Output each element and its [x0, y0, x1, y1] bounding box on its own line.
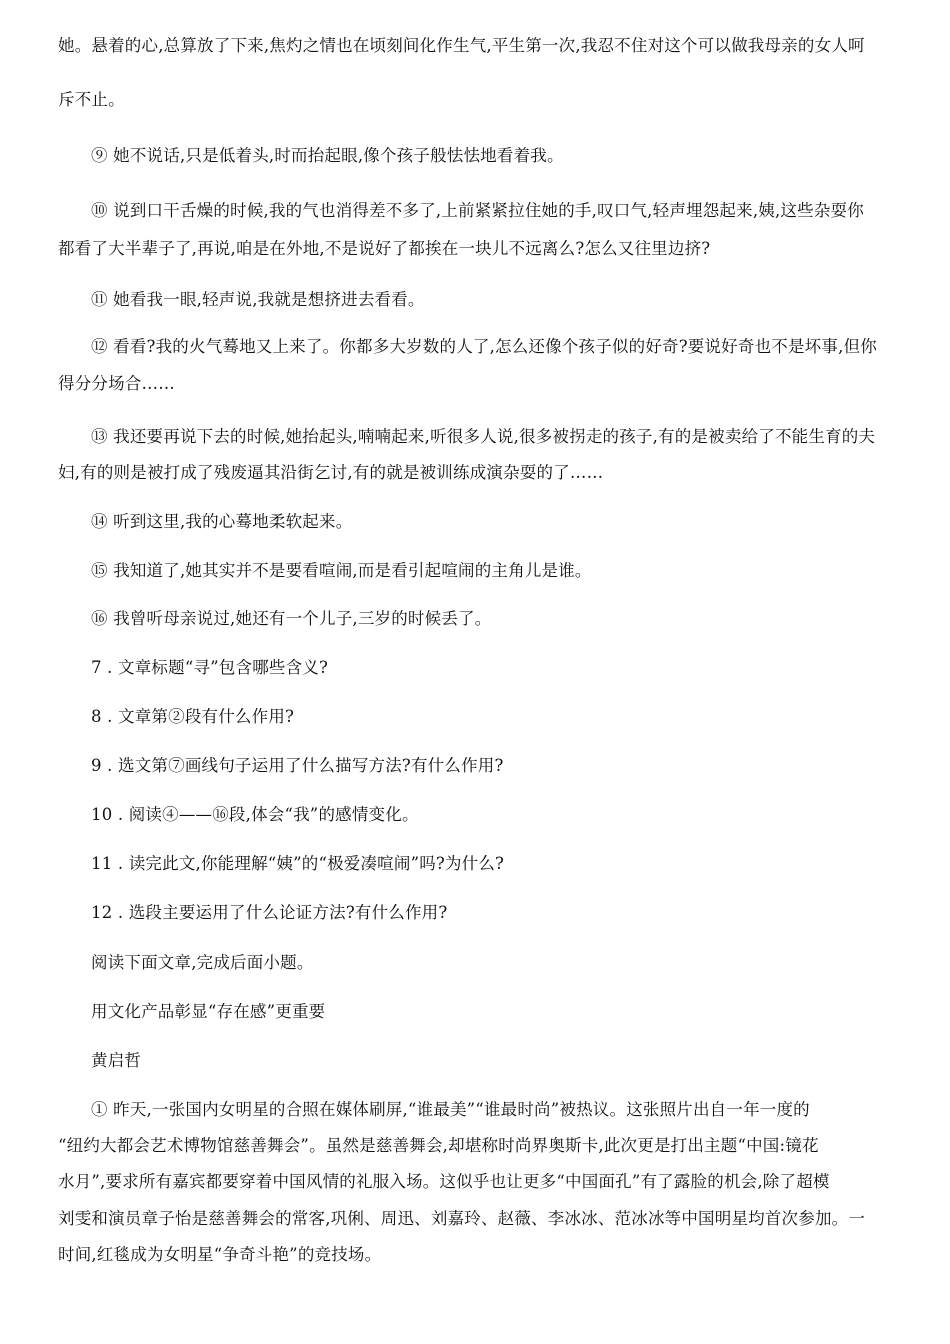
paragraph-14: ⑭ 听到这里,我的心蓦地柔软起来。 — [91, 512, 353, 531]
question-12: 12 . 选段主要运用了什么论证方法?有什么作用? — [91, 903, 448, 922]
article-paragraph-1-line-4: 刘雯和演员章子怡是慈善舞会的常客,巩俐、周迅、刘嘉玲、赵薇、李冰冰、范冰冰等中国明星均首次参加。一 — [58, 1209, 866, 1228]
paragraph-10-line-2: 都看了大半辈子了,再说,咱是在外地,不是说好了都挨在一块儿不远离么?怎么又往里边挤? — [58, 239, 711, 258]
paragraph-8-line-2: 斥不止。 — [58, 90, 125, 109]
paragraph-9: ⑨ 她不说话,只是低着头,时而抬起眼,像个孩子般怯怯地看着我。 — [91, 146, 564, 165]
article-paragraph-1-line-2: “纽约大都会艺术博物馆慈善舞会”。虽然是慈善舞会,却堪称时尚界奥斯卡,此次更是打出主题“中国:镜花 — [58, 1136, 819, 1155]
paragraph-15: ⑮ 我知道了,她其实并不是要看喧闹,而是看引起喧闹的主角儿是谁。 — [91, 561, 592, 580]
paragraph-13-line-1: ⑬ 我还要再说下去的时候,她抬起头,喃喃起来,听很多人说,很多被拐走的孩子,有的是被卖给了不能生育的夫 — [91, 427, 876, 446]
question-10: 10 . 阅读④——⑯段,体会“我”的感情变化。 — [91, 805, 419, 824]
paragraph-16: ⑯ 我曾听母亲说过,她还有一个儿子,三岁的时候丢了。 — [91, 609, 492, 628]
article-title: 用文化产品彰显“存在感”更重要 — [91, 1002, 326, 1021]
paragraph-12-line-2: 得分分场合…… — [58, 374, 175, 393]
question-11: 11 . 读完此文,你能理解“姨”的“极爱凑喧闹”吗?为什么? — [91, 854, 505, 873]
paragraph-12-line-1: ⑫ 看看?我的火气蓦地又上来了。你都多大岁数的人了,怎么还像个孩子似的好奇?要说好奇也不是坏事,但你 — [91, 337, 877, 356]
question-7: 7 . 文章标题“寻”包含哪些含义? — [91, 658, 329, 677]
article-paragraph-1-line-5: 时间,红毯成为女明星“争奇斗艳”的竞技场。 — [58, 1245, 382, 1264]
paragraph-13-line-2: 妇,有的则是被打成了残废逼其沿街乞讨,有的就是被训练成演杂耍的了…… — [58, 463, 604, 482]
article-paragraph-1-line-3: 水月”,要求所有嘉宾都要穿着中国风情的礼服入场。这似乎也让更多“中国面孔”有了露脸的机会,除了超模 — [58, 1172, 830, 1191]
question-9: 9 . 选文第⑦画线句子运用了什么描写方法?有什么作用? — [91, 756, 504, 775]
paragraph-11: ⑪ 她看我一眼,轻声说,我就是想挤进去看看。 — [91, 290, 425, 309]
article-author: 黄启哲 — [91, 1051, 142, 1070]
paragraph-8-line-1: 她。悬着的心,总算放了下来,焦灼之情也在顷刻间化作生气,平生第一次,我忍不住对这个可以做我母亲的女人呵 — [58, 36, 865, 55]
question-8: 8 . 文章第②段有什么作用? — [91, 707, 295, 726]
article-paragraph-1-line-1: ① 昨天,一张国内女明星的合照在媒体刷屏,“谁最美”“谁最时尚”被热议。这张照片出自一年一度的 — [91, 1100, 810, 1119]
reading-instruction: 阅读下面文章,完成后面小题。 — [91, 953, 314, 972]
paragraph-10-line-1: ⑩ 说到口干舌燥的时候,我的气也消得差不多了,上前紧紧拉住她的手,叹口气,轻声埋怨起来,姨,这些杂耍你 — [91, 201, 864, 220]
